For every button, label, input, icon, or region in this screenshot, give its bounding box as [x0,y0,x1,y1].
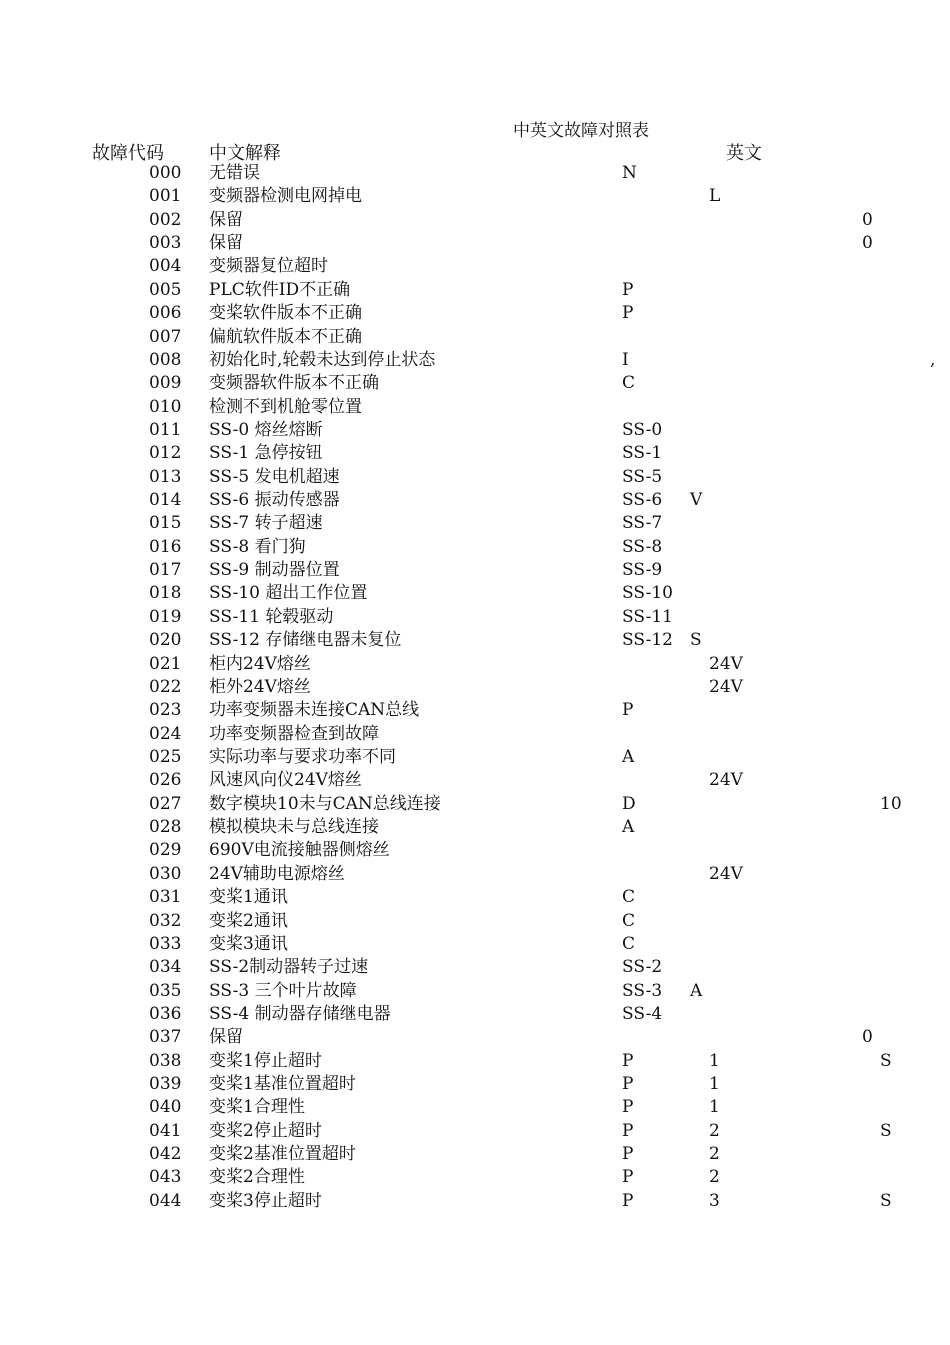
fault-code: 004 [149,256,182,277]
english-fragment: I [622,349,629,370]
table-row [0,372,950,395]
chinese-description: 检测不到机舱零位置 [209,396,362,417]
english-fragment: P [622,1190,634,1211]
fault-code: 006 [149,303,182,324]
chinese-description: 变桨1合理性 [209,1097,305,1118]
column-header-chinese: 中文解释 [209,143,281,164]
chinese-description: SS-9 制动器位置 [209,560,340,581]
table-row [0,629,950,652]
fault-code: 011 [149,419,182,440]
english-fragment: SS-3 [622,980,663,1001]
chinese-description: 变频器检测电网掉电 [209,186,362,207]
english-fragment: 0 [862,209,873,230]
chinese-description: SS-1 急停按钮 [209,443,323,464]
chinese-description: 变频器复位超时 [209,256,328,277]
fault-code: 027 [149,793,182,814]
table-row [0,933,950,956]
fault-code: 034 [149,957,182,978]
chinese-description: PLC软件ID不正确 [209,279,351,300]
chinese-description: SS-5 发电机超速 [209,466,340,487]
fault-code: 002 [149,209,182,230]
table-row [0,1096,950,1119]
english-fragment: P [622,1074,634,1095]
english-fragment: 0 [862,233,873,254]
chinese-description: 功率变频器未连接CAN总线 [209,700,420,721]
table-row [0,1050,950,1073]
english-fragment: SS-9 [622,560,663,581]
table-row [0,1166,950,1189]
english-fragment: A [622,746,635,767]
chinese-description: 变桨2通讯 [209,910,288,931]
chinese-description: 变桨2停止超时 [209,1120,322,1141]
table-row [0,162,950,185]
table-row [0,769,950,792]
english-fragment: C [622,373,636,394]
table-row [0,326,950,349]
fault-code: 016 [149,536,182,557]
chinese-description: SS-4 制动器存储继电器 [209,1003,391,1024]
fault-code: 044 [149,1190,182,1211]
english-fragment: 24V [709,653,743,674]
fault-code: 042 [149,1144,182,1165]
chinese-description: SS-2制动器转子过速 [209,957,369,978]
table-row [0,349,950,372]
chinese-description: 变桨3停止超时 [209,1190,322,1211]
table-row [0,419,950,442]
chinese-description: 690V电流接触器侧熔丝 [209,840,390,861]
fault-code: 026 [149,770,182,791]
table-row [0,1026,950,1049]
table-row [0,980,950,1003]
chinese-description: 变桨软件版本不正确 [209,303,362,324]
fault-code: 033 [149,933,182,954]
chinese-description: SS-8 看门狗 [209,536,306,557]
fault-code: 037 [149,1027,182,1048]
english-fragment: SS-0 [622,419,663,440]
english-fragment: A [690,980,703,1001]
english-fragment: S [880,1120,892,1141]
english-fragment: 0 [862,1027,873,1048]
fault-code: 008 [149,349,182,370]
table-row [0,512,950,535]
fault-code: 032 [149,910,182,931]
chinese-description: 变桨2合理性 [209,1167,305,1188]
english-fragment: 10 [880,793,902,814]
chinese-description: 偏航软件版本不正确 [209,326,362,347]
table-row [0,699,950,722]
chinese-description: 变桨2基准位置超时 [209,1144,356,1165]
fault-code: 038 [149,1050,182,1071]
table-row [0,302,950,325]
table-row [0,676,950,699]
english-fragment: 24V [709,770,743,791]
fault-code: 036 [149,1003,182,1024]
english-fragment: 1 [709,1074,720,1095]
table-row [0,1120,950,1143]
fault-code: 025 [149,746,182,767]
fault-code: 039 [149,1074,182,1095]
fault-code: 007 [149,326,182,347]
english-fragment: P [622,279,634,300]
chinese-description: 柜内24V熔丝 [209,653,311,674]
table-row [0,536,950,559]
english-fragment: L [709,186,721,207]
chinese-description: 柜外24V熔丝 [209,676,311,697]
english-fragment: P [622,700,634,721]
table-row [0,746,950,769]
table-row [0,255,950,278]
english-fragment: SS-12 [622,630,673,651]
table-row [0,839,950,862]
chinese-description: 风速风向仪24V熔丝 [209,770,362,791]
english-fragment: P [622,303,634,324]
english-fragment: C [622,910,636,931]
english-fragment: P [622,1144,634,1165]
chinese-description: 变桨1通讯 [209,887,288,908]
fault-code: 015 [149,513,182,534]
table-row [0,1073,950,1096]
english-fragment: SS-6 [622,490,663,511]
english-fragment: S [880,1190,892,1211]
table-row [0,910,950,933]
english-fragment: 1 [709,1050,720,1071]
table-row [0,559,950,582]
chinese-description: SS-6 振动传感器 [209,490,340,511]
chinese-description: SS-7 转子超速 [209,513,323,534]
chinese-description: 实际功率与要求功率不同 [209,746,396,767]
table-row [0,582,950,605]
fault-code: 005 [149,279,182,300]
table-row [0,442,950,465]
table-row [0,653,950,676]
fault-code: 014 [149,490,182,511]
table-row [0,956,950,979]
english-fragment: 3 [709,1190,720,1211]
table-row [0,1190,950,1213]
table-row [0,396,950,419]
fault-code-table [0,162,950,1213]
table-row [0,793,950,816]
english-fragment: SS-11 [622,606,673,627]
fault-code: 043 [149,1167,182,1188]
chinese-description: 24V辅助电源熔丝 [209,863,345,884]
english-fragment: 1 [709,1097,720,1118]
chinese-description: SS-0 熔丝熔断 [209,419,323,440]
fault-code: 041 [149,1120,182,1141]
fault-code: 024 [149,723,182,744]
chinese-description: SS-10 超出工作位置 [209,583,368,604]
chinese-description: 变频器软件版本不正确 [209,373,379,394]
english-fragment: 2 [709,1120,720,1141]
english-fragment: D [622,793,636,814]
english-fragment: 24V [709,676,743,697]
fault-code: 030 [149,863,182,884]
column-header-english: 英文 [726,143,762,164]
fault-code: 028 [149,817,182,838]
chinese-description: SS-12 存储继电器未复位 [209,630,402,651]
fault-code: 023 [149,700,182,721]
english-fragment: C [622,933,636,954]
english-fragment: 24V [709,863,743,884]
english-fragment: SS-8 [622,536,663,557]
chinese-description: 模拟模块未与总线连接 [209,817,379,838]
fault-code: 003 [149,233,182,254]
chinese-description: 功率变频器检查到故障 [209,723,379,744]
english-fragment: SS-7 [622,513,663,534]
table-row [0,723,950,746]
table-row [0,185,950,208]
english-fragment: SS-5 [622,466,663,487]
chinese-description: 变桨1基准位置超时 [209,1074,356,1095]
fault-code: 017 [149,560,182,581]
chinese-description: 保留 [209,233,243,254]
fault-code: 022 [149,676,182,697]
fault-code: 000 [149,163,182,183]
table-row [0,886,950,909]
english-fragment: , [930,349,936,370]
chinese-description: SS-11 轮毂驱动 [209,606,334,627]
english-fragment: N [622,163,637,183]
chinese-description: SS-3 三个叶片故障 [209,980,357,1001]
fault-code: 010 [149,396,182,417]
table-row [0,1003,950,1026]
english-fragment: S [690,630,702,651]
english-fragment: V [690,490,703,511]
fault-code: 012 [149,443,182,464]
english-fragment: C [622,887,636,908]
chinese-description: 变桨1停止超时 [209,1050,322,1071]
table-row [0,232,950,255]
fault-code: 040 [149,1097,182,1118]
chinese-description: 变桨3通讯 [209,933,288,954]
fault-code: 001 [149,186,182,207]
chinese-description: 保留 [209,209,243,230]
english-fragment: P [622,1050,634,1071]
fault-code: 018 [149,583,182,604]
fault-code: 009 [149,373,182,394]
fault-code: 031 [149,887,182,908]
english-fragment: P [622,1120,634,1141]
fault-code: 013 [149,466,182,487]
page-title: 中英文故障对照表 [513,121,649,141]
fault-code: 020 [149,630,182,651]
table-row [0,863,950,886]
english-fragment: SS-10 [622,583,673,604]
table-row [0,489,950,512]
table-row [0,209,950,232]
chinese-description: 数字模块10未与CAN总线连接 [209,793,441,814]
english-fragment: P [622,1097,634,1118]
table-row [0,279,950,302]
fault-code: 029 [149,840,182,861]
fault-code: 035 [149,980,182,1001]
column-header-code: 故障代码 [92,143,164,164]
english-fragment: 2 [709,1167,720,1188]
fault-code: 021 [149,653,182,674]
chinese-description: 无错误 [209,163,260,183]
english-fragment: A [622,817,635,838]
english-fragment: SS-4 [622,1003,663,1024]
english-fragment: 2 [709,1144,720,1165]
chinese-description: 初始化时,轮毂未达到停止状态 [209,349,436,370]
english-fragment: P [622,1167,634,1188]
chinese-description: 保留 [209,1027,243,1048]
english-fragment: SS-1 [622,443,663,464]
table-row [0,1143,950,1166]
table-row [0,466,950,489]
table-row [0,816,950,839]
english-fragment: SS-2 [622,957,663,978]
fault-code: 019 [149,606,182,627]
english-fragment: S [880,1050,892,1071]
table-row [0,606,950,629]
